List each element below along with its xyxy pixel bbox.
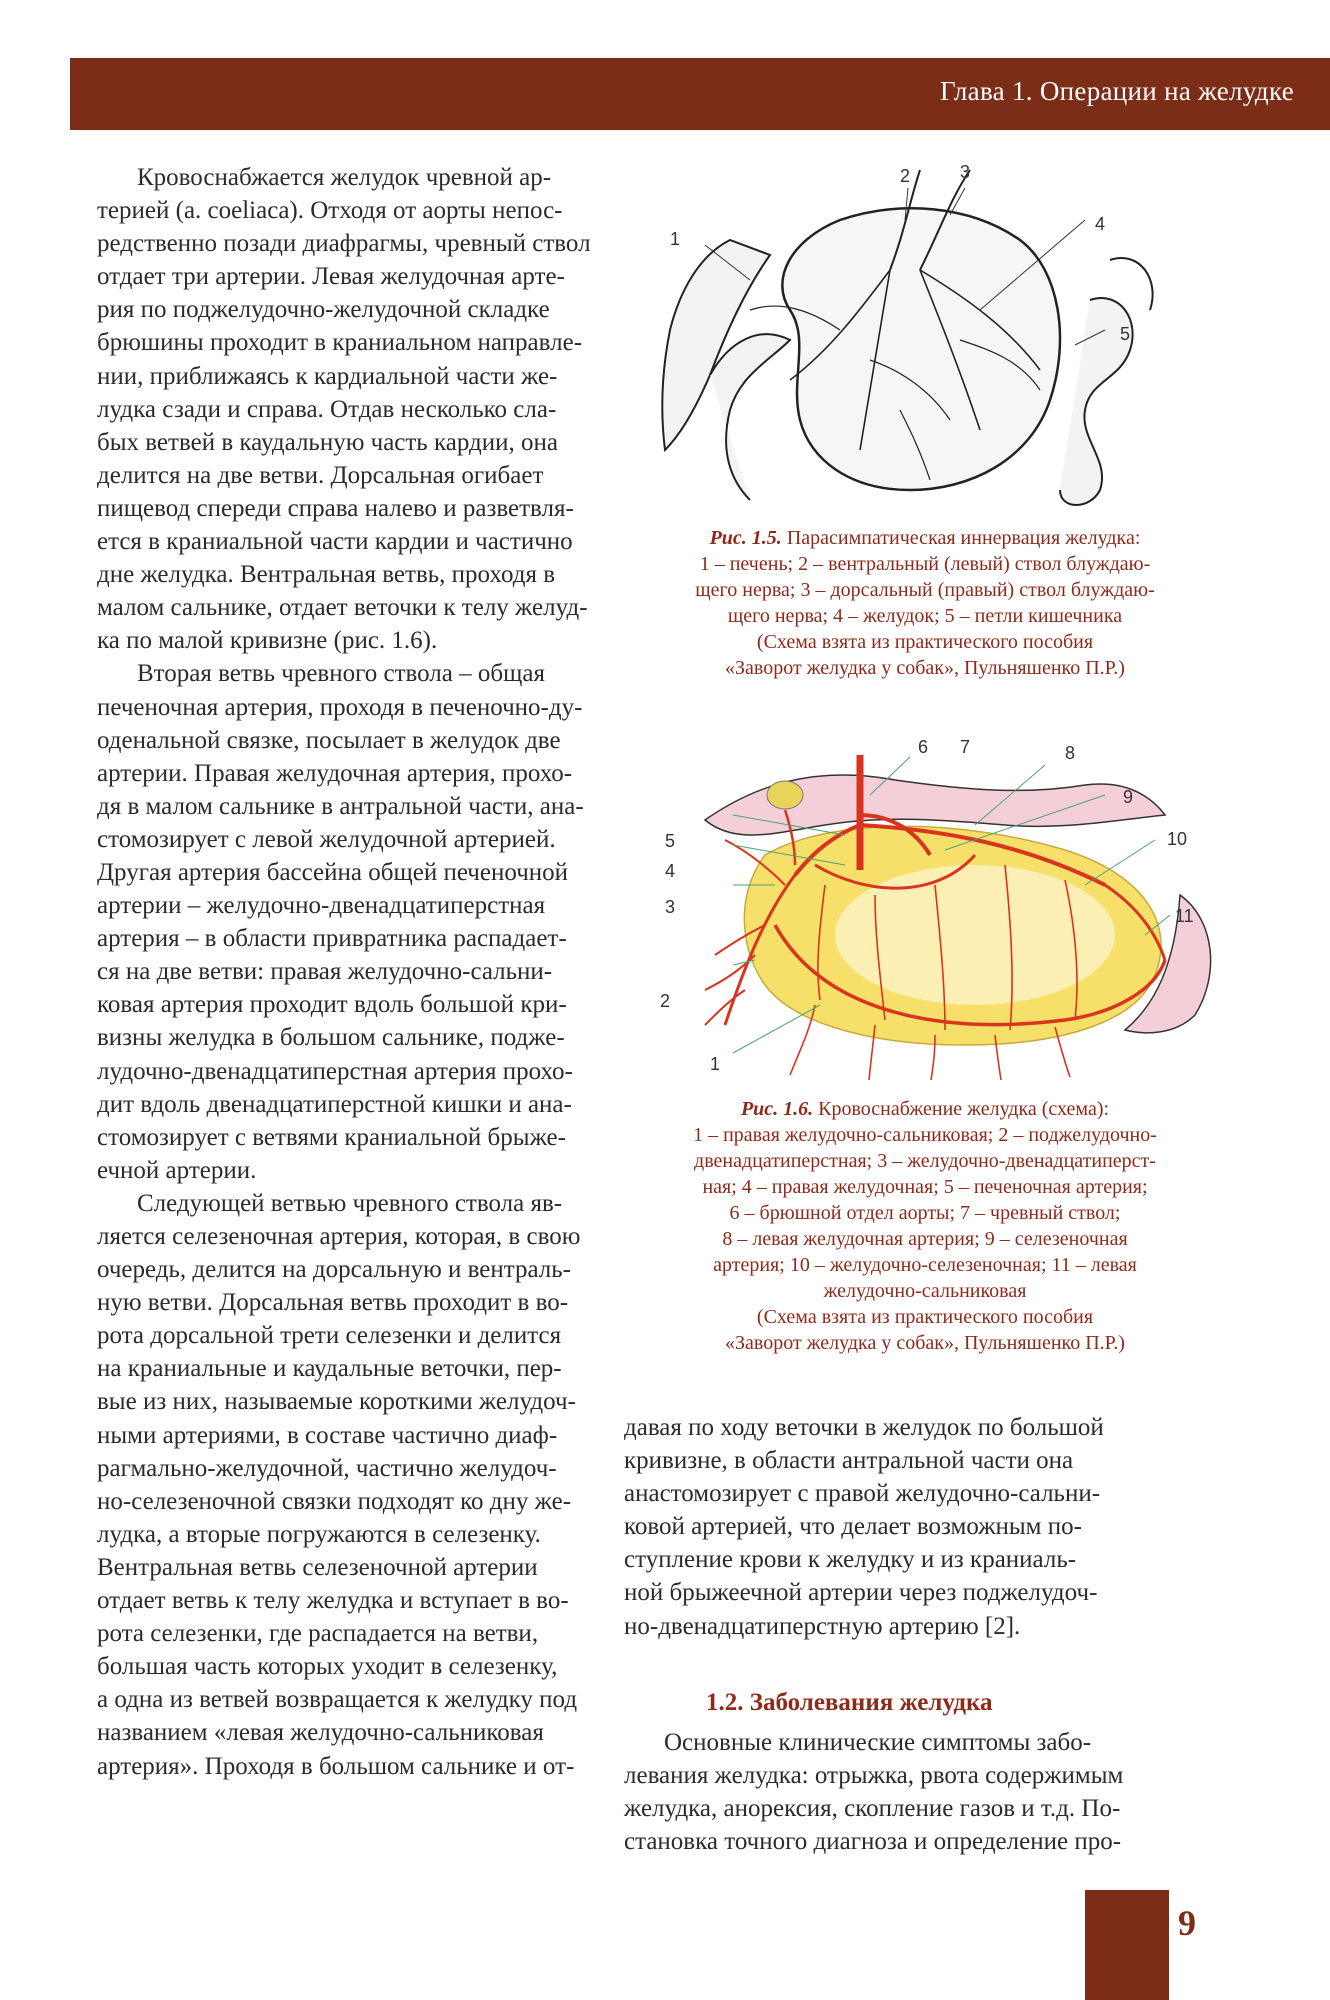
text-line: печеночная артерия, проходя в печеночно-ду- [97, 693, 583, 721]
text-line: анастомозирует с правой желудочно-сальни- [624, 1480, 1101, 1508]
text-line: ляется селезеночная артерия, которая, в свою [97, 1223, 581, 1250]
text-line: желудка, анорексия, скопление газов и т.д. По- [624, 1795, 1121, 1823]
caption-line [630, 525, 1220, 551]
caption-line: 1 – печень; 2 – вентральный (левый) ствол блуждаю- [699, 553, 1151, 575]
text-line: артерия – в области привратника распадает- [97, 925, 567, 953]
figure-number-label: 2 [660, 991, 671, 1011]
text-line: редственно позади диафрагмы, чревный ствол [97, 230, 591, 258]
text-line: рия по поджелудочно-желудочной складке [97, 296, 550, 324]
text-line: левания желудка: отрыжка, рвота содержимым [624, 1762, 1124, 1790]
page-number-bar [1085, 1890, 1169, 2000]
text-line: большая часть которых уходит в селезенку, [97, 1653, 558, 1681]
text-line: делится на две ветви. Дорсальная огибает [97, 461, 544, 489]
caption-line: двенадцатиперстная; 3 – желудочно-двенадцатиперст- [694, 1150, 1156, 1172]
figure-number-label: 9 [1123, 787, 1134, 807]
text-line: кривизне, в области антральной части она [624, 1447, 1074, 1475]
text-line: ковая артерия проходит вдоль большой кри- [97, 991, 567, 1019]
caption-text: Кровоснабжение желудка (схема): [813, 1098, 1110, 1120]
caption-line: 1 – правая желудочно-сальниковая; 2 – поджелудочно- [693, 1124, 1157, 1146]
figure-number-label: 1 [710, 1054, 721, 1074]
text-line: давая по ходу веточки в желудок по большой [624, 1414, 1104, 1441]
text-line: очередь, делится на дорсальную и вентраль- [97, 1256, 572, 1284]
text-line: стомозирует с ветвями краниальной брыже- [97, 1123, 566, 1151]
text-line: визны желудка в большом сальнике, подже- [97, 1024, 565, 1052]
text-line: рота селезенки, где распадается на ветви, [97, 1620, 539, 1648]
text-line: лудка сзади и справа. Отдав несколько сла- [97, 395, 557, 423]
figure-2-caption [630, 1096, 1220, 1356]
figure-number-label: 4 [665, 861, 676, 881]
text-line: но-двенадцатиперстную артерию [2]. [624, 1612, 1021, 1640]
text-line: рота дорсальной трети селезенки и делится [97, 1322, 562, 1350]
caption-line [630, 1096, 1220, 1122]
figure-label: Рис. 1.5. [709, 527, 782, 549]
text-line: отдает ветвь к телу желудка и вступает в во- [97, 1587, 569, 1615]
figure-number-label: 3 [665, 897, 676, 917]
figure-number-label: 5 [1120, 324, 1131, 344]
caption-line: «Заворот желудка у собак», Пульняшенко П.Р.) [725, 657, 1125, 679]
figure-number-label: 5 [665, 831, 676, 851]
figure-number-label: 6 [918, 737, 929, 757]
text-line: артерии. Правая желудочная артерия, прохо- [97, 759, 573, 787]
caption-line: ная; 4 – правая желудочная; 5 – печеночная артерия; [702, 1176, 1148, 1198]
text-line: на краниальные и каудальные веточки, пер- [97, 1355, 562, 1383]
text-line: бых ветвей в каудальную часть кардии, она [97, 428, 558, 456]
figure-number-label: 10 [1167, 829, 1188, 849]
section-body-text [624, 1726, 1212, 1858]
caption-line: (Схема взята из практического пособия [756, 1306, 1094, 1328]
figure-number-label: 7 [960, 737, 971, 757]
figure-number-label: 8 [1065, 743, 1076, 763]
page-number: 9 [1178, 1903, 1196, 1943]
caption-line: «Заворот желудка у собак», Пульняшенко П.Р.) [725, 1332, 1125, 1354]
caption-line: желудочно-сальниковая [823, 1280, 1027, 1302]
text-line: Другая артерия бассейна общей печеночной [97, 858, 569, 886]
caption-line: щего нерва; 3 – дорсальный (правый) ствол блуждаю- [695, 579, 1155, 601]
figure-label: Рис. 1.6. [740, 1098, 814, 1120]
text-line: вые из них, называемые короткими желудоч- [97, 1388, 576, 1416]
text-line: рагмально-желудочной, частично желудоч- [97, 1454, 557, 1482]
text-line: лудка, а вторые погружаются в селезенку. [97, 1520, 541, 1548]
text-line: но-селезеночной связки подходят ко дну же- [97, 1487, 572, 1515]
text-line: Кровоснабжается желудок чревной ар- [137, 164, 552, 191]
caption-line: 6 – брюшной отдел аорты; 7 – чревный ствол; [729, 1202, 1121, 1224]
caption-line: 8 – левая желудочная артерия; 9 – селезеночная [722, 1228, 1128, 1250]
text-line: дне желудка. Вентральная ветвь, проходя в [97, 561, 556, 589]
text-line: ется в краниальной части кардии и частично [97, 528, 573, 556]
text-line: Вентральная ветвь селезеночной артерии [97, 1553, 538, 1581]
text-line: стомозирует с левой желудочной артерией. [97, 825, 556, 853]
right-column-text [624, 1411, 1212, 1643]
text-line: артерии – желудочно-двенадцатиперстная [97, 892, 546, 920]
text-line: брюшины проходит в краниальном направле- [97, 329, 583, 357]
text-line: дит вдоль двенадцатиперстной кишки и ана- [97, 1090, 572, 1118]
figure-number-label: 11 [1175, 906, 1194, 926]
text-line: ными артериями, в составе частично диаф- [97, 1421, 558, 1449]
text-line: ка по малой кривизне (рис. 1.6). [97, 627, 438, 655]
caption-line: артерия; 10 – желудочно-селезеночная; 11 – левая [713, 1254, 1137, 1276]
text-line: лудочно-двенадцатиперстная артерия прохо- [97, 1057, 573, 1085]
text-line: терией (a. coeliaca). Отходя от аорты непос- [97, 197, 563, 225]
text-line: становка точного диагноза и определение про- [624, 1828, 1122, 1856]
text-line: названием «левая желудочно-сальниковая [97, 1719, 544, 1747]
text-line: малом сальнике, отдает веточки к телу желуд- [97, 594, 588, 622]
caption-text: Парасимпатическая иннервация желудка: [781, 527, 1141, 549]
caption-line: (Схема взята из практического пособия [756, 631, 1094, 653]
figure-number-label: 1 [670, 229, 681, 249]
figure-number-label: 2 [900, 166, 911, 186]
left-column-text [97, 161, 609, 1783]
text-line: ную ветви. Дорсальная ветвь проходит в во- [97, 1289, 569, 1317]
figure-1-caption [630, 525, 1220, 681]
text-line: нии, приближаясь к кардиальной части же- [97, 362, 558, 390]
chapter-title: Глава 1. Операции на желудке [940, 76, 1294, 106]
text-line: Основные клинические симптомы забо- [664, 1729, 1092, 1756]
section-heading: 1.2. Заболевания желудка [706, 1689, 993, 1716]
text-line: ковой артерией, что делает возможным по- [624, 1513, 1082, 1541]
figure-blood-supply-drawing [645, 735, 1220, 1080]
figure-number-label: 4 [1095, 214, 1106, 234]
text-line: Следующей ветвью чревного ствола яв- [137, 1189, 563, 1217]
figure-number-label: 3 [960, 162, 971, 182]
figure-innervation-drawing [640, 160, 1220, 530]
text-line: ечной артерии. [97, 1156, 257, 1184]
text-line: Вторая ветвь чревного ствола – общая [137, 660, 545, 688]
text-line: а одна из ветвей возвращается к желудку под [97, 1686, 578, 1714]
text-line: ной брыжеечной артерии через поджелудоч- [624, 1579, 1098, 1607]
text-line: пищевод спереди справа налево и разветвля- [97, 494, 574, 522]
text-line: отдает три артерии. Левая желудочная арте- [97, 263, 565, 291]
text-line: дя в малом сальнике в антральной части, ана- [97, 792, 584, 820]
text-line: артерия». Проходя в большом сальнике и от- [97, 1752, 575, 1780]
caption-line: щего нерва; 4 – желудок; 5 – петли кишечника [727, 605, 1123, 627]
chapter-header-bar [70, 58, 1330, 130]
text-line: ся на две ветви: правая желудочно-сальни- [97, 958, 553, 986]
text-line: ступление крови к желудку и из краниаль- [624, 1546, 1077, 1574]
text-line: оденальной связке, посылает в желудок две [97, 726, 561, 754]
